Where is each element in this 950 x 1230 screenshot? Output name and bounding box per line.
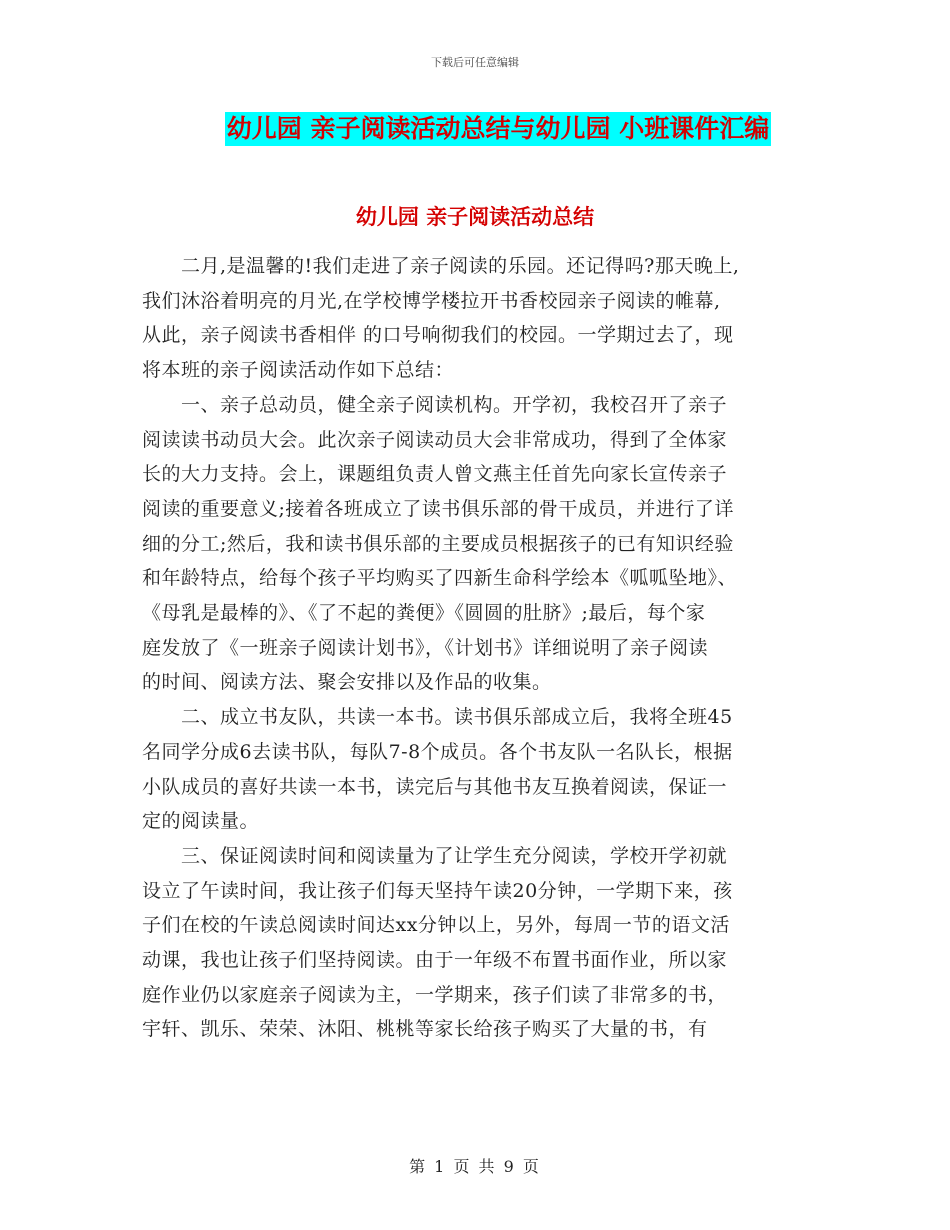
section-title: 幼儿园 亲子阅读活动总结 [355,205,595,229]
document-title: 幼儿园 亲子阅读活动总结与幼儿园 小班课件汇编 [225,112,771,146]
text-line: 细的分工;然后，我和读书俱乐部的主要成员根据孩子的已有知识经验 [142,532,734,555]
text-line: 阅读读书动员大会。此次亲子阅读动员大会非常成功，得到了全体家 [142,428,728,451]
header-note: 下载后可任意编辑 [431,56,519,69]
text-line: 一、亲子总动员，健全亲子阅读机构。开学初，我校召开了亲子 [142,393,728,416]
paragraph-1 [142,249,822,388]
text-line: 宇轩、凯乐、荣荣、沐阳、桃桃等家长给孩子购买了大量的书，有 [142,1018,708,1041]
text-line: 从此，亲子阅读书香相伴 的口号响彻我们的校园。一学期过去了，现 [142,324,734,347]
text-line: 的时间、阅读方法、聚会安排以及作品的收集。 [142,671,552,694]
text-line: 我们沐浴着明亮的月光,在学校博学楼拉开书香校园亲子阅读的帷幕, [142,289,721,312]
text-line: 小队成员的喜好共读一本书，读完后与其他书友互换着阅读，保证一 [142,775,728,798]
text-line: 和年龄特点，给每个孩子平均购买了四新生命科学绘本《呱呱坠地》、 [142,567,738,590]
page-footer: 第 1 页 共 9 页 [409,1157,541,1176]
text-line: 长的大力支持。会上，课题组负责人曾文燕主任首先向家长宣传亲子 [142,463,728,486]
text-line: 动课，我也让孩子们坚持阅读。由于一年级不布置书面作业，所以家 [142,949,728,972]
text-line: 将本班的亲子阅读活动作如下总结： [142,359,455,382]
text-line: 庭作业仍以家庭亲子阅读为主，一学期来，孩子们读了非常多的书， [142,983,728,1006]
text-line: 二月,是温馨的!我们走进了亲子阅读的乐园。还记得吗?那天晚上, [142,255,740,277]
paragraph-3 [142,700,822,839]
text-line: 庭发放了《一班亲子阅读计划书》，《计划书》详细说明了亲子阅读 [142,636,709,659]
text-line: 阅读的重要意义;接着各班成立了读书俱乐部的骨干成员，并进行了详 [142,497,734,520]
text-line: 《母乳是最棒的》、《了不起的粪便》《圆圆的肚脐》;最后，每个家 [142,602,706,625]
paragraph-2 [142,388,822,700]
document-body [142,249,822,1047]
main-title-wrap [0,112,950,146]
text-line: 子们在校的午读总阅读时间达xx分钟以上，另外，每周一节的语文活 [142,914,730,937]
text-line: 三、保证阅读时间和阅读量为了让学生充分阅读，学校开学初就 [142,844,728,867]
text-line: 名同学分成6去读书队，每队7-8个成员。各个书友队一名队长，根据 [142,740,733,763]
paragraph-4 [142,839,822,1047]
text-line: 设立了午读时间，我让孩子们每天坚持午读20分钟，一学期下来，孩 [142,879,733,902]
text-line: 定的阅读量。 [142,810,260,833]
text-line: 二、成立书友队，共读一本书。读书俱乐部成立后，我将全班45 [142,706,733,729]
